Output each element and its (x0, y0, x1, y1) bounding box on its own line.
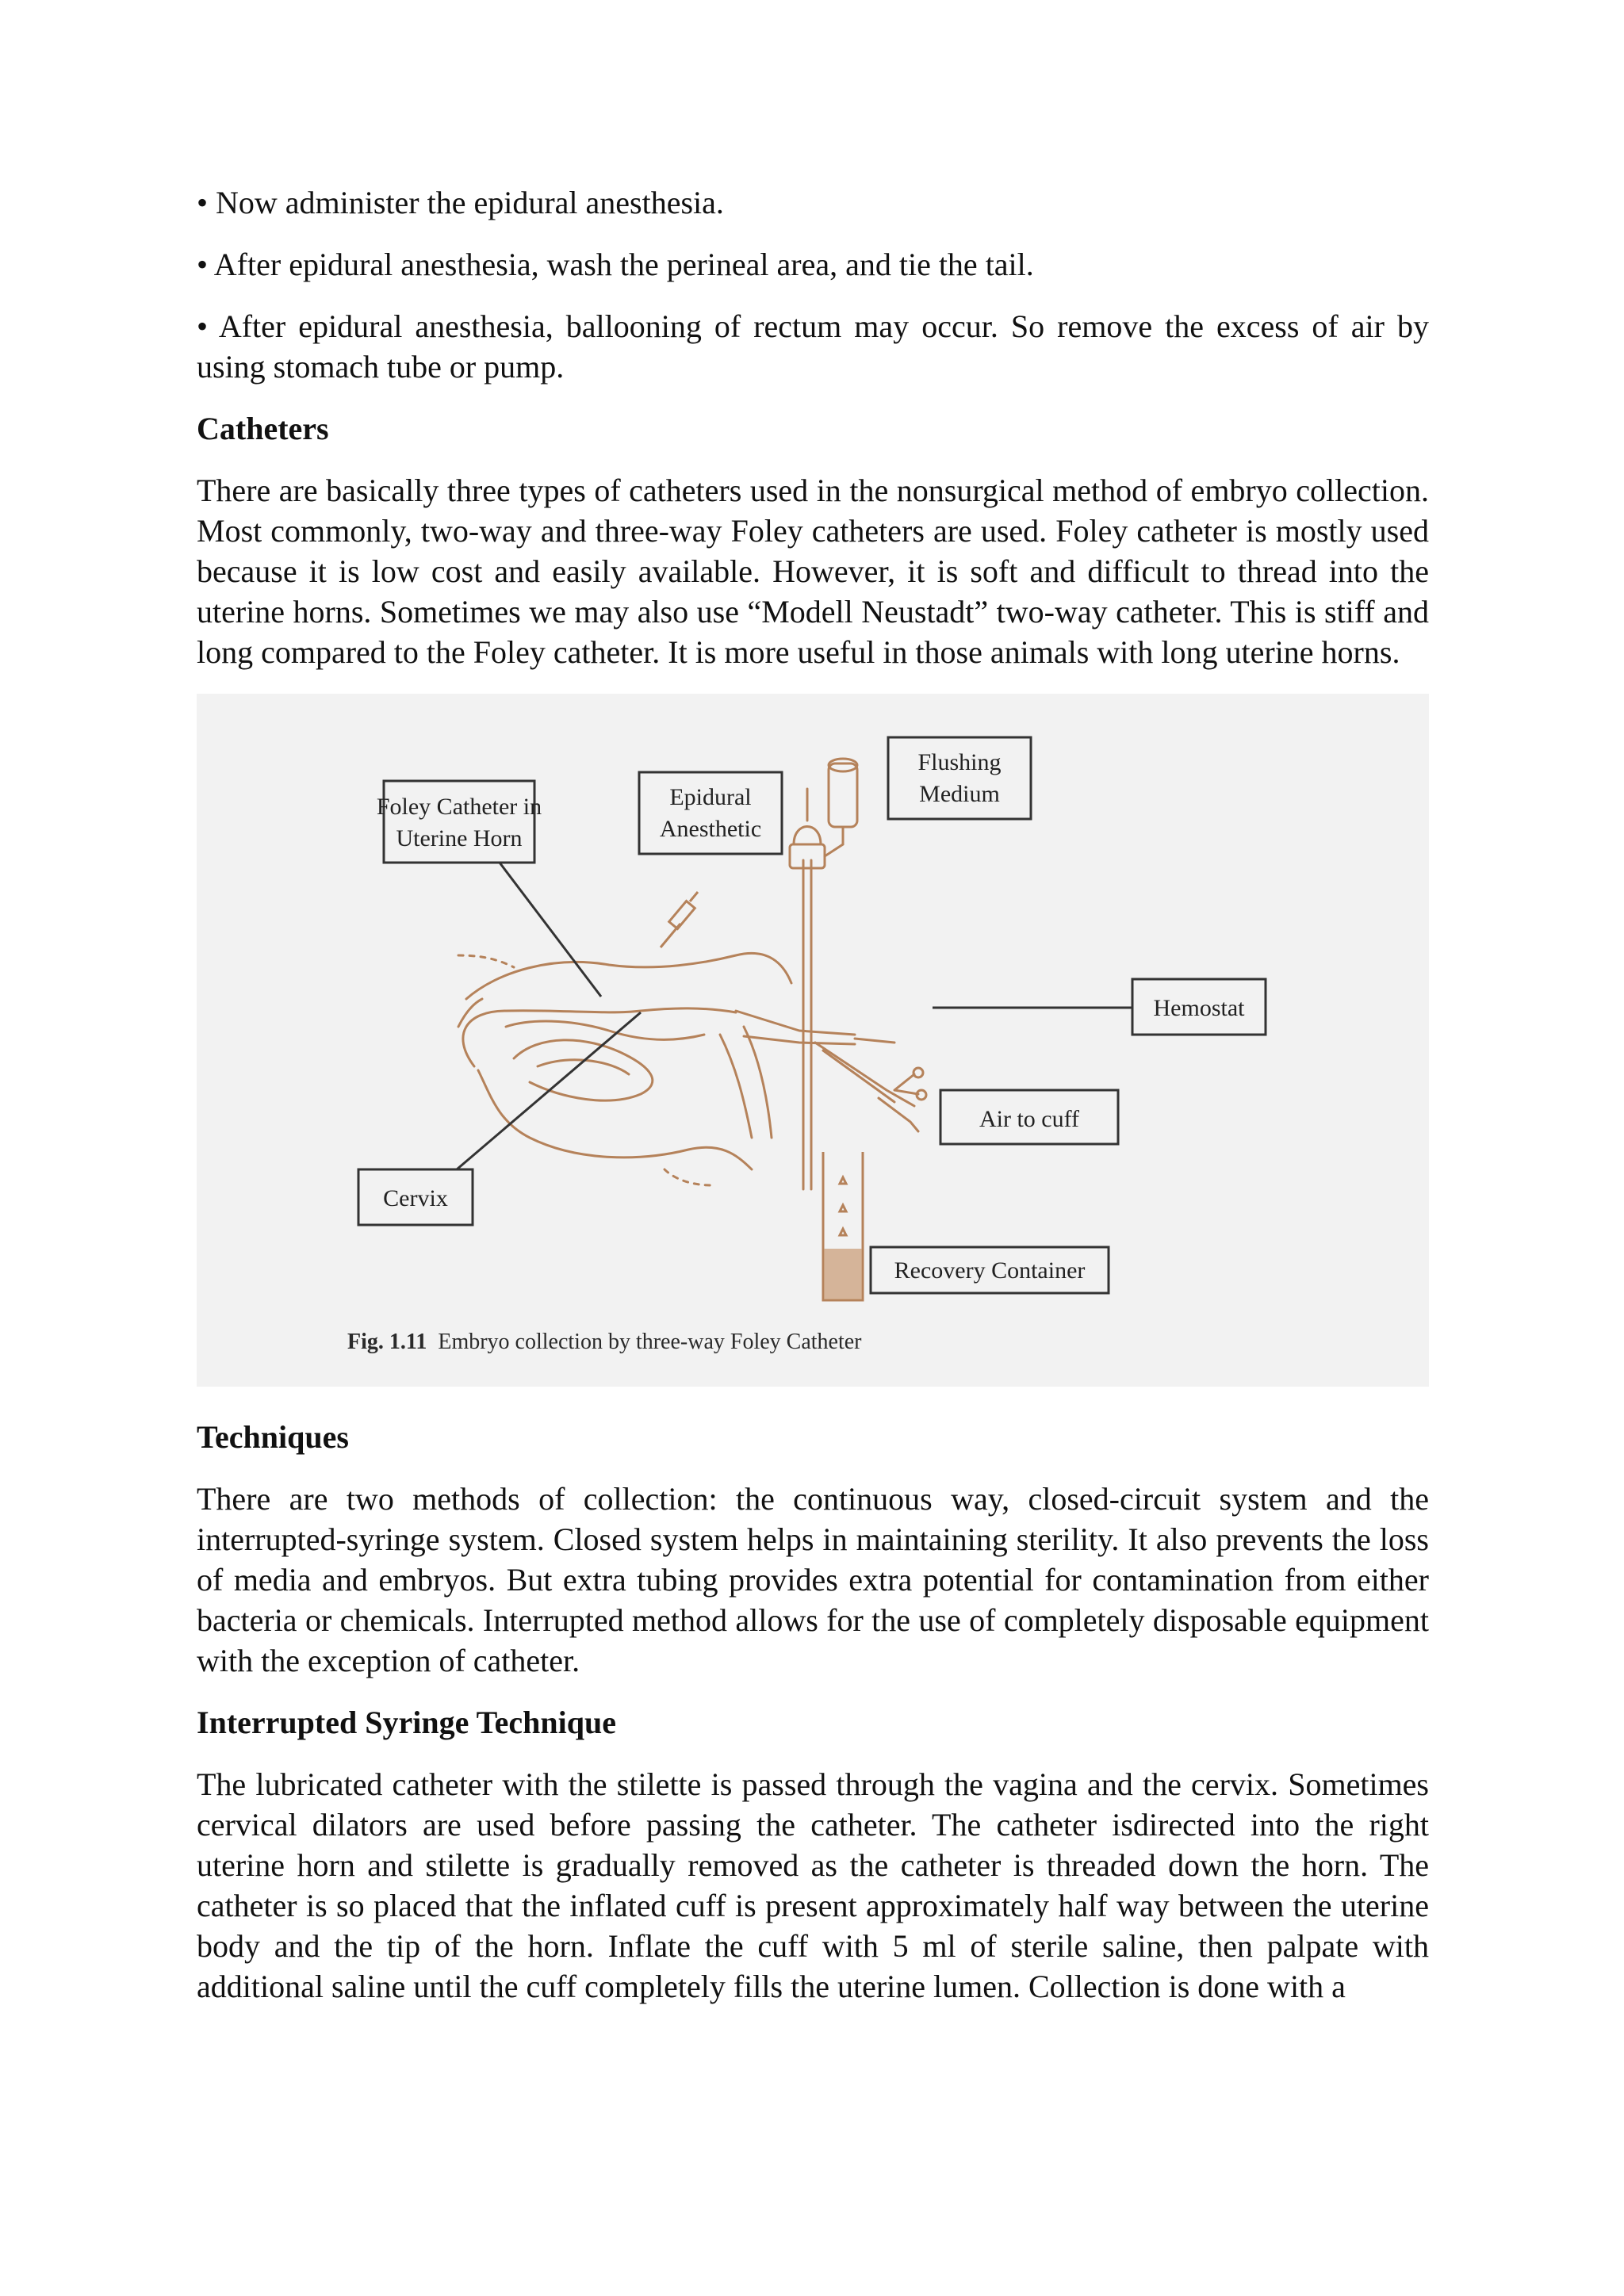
label-epidural-line1: Epidural (669, 784, 752, 810)
bullet-ballooning: • After epidural anesthesia, ballooning of rectum may occur. So remove the excess of air by using stomach tube or pump. (197, 308, 1429, 385)
label-foley-line2: Uterine Horn (396, 825, 523, 851)
label-recovery-container: Recovery Container (894, 1257, 1086, 1284)
label-flushing-line1: Flushing (917, 749, 1002, 775)
figure-caption (347, 1330, 862, 1355)
interrupted-syringe-heading: Interrupted Syringe Technique (197, 1705, 616, 1740)
techniques-heading: Techniques (197, 1419, 349, 1455)
catheters-heading: Catheters (197, 411, 329, 446)
document-page (197, 182, 1429, 2028)
label-air-to-cuff: Air to cuff (979, 1106, 1080, 1132)
techniques-paragraph: There are two methods of collection: the continuous way, closed-circuit system and the interrupted-syringe system. Closed system helps in maintaining sterility. It also prevents the loss of media and embryos. But extra tubing provides extra potential for contamination from either bacteria or chemicals. Interrupted method allows for the use of completely disposable equipment with the exception of catheter. (197, 1481, 1429, 1678)
bullet-epidural: • Now administer the epidural anesthesia. (197, 185, 724, 220)
figure-caption-label: Fig. 1.11 (347, 1330, 427, 1354)
figure-caption-text: Embryo collection by three-way Foley Catheter (438, 1330, 862, 1354)
figure-embryo-collection (197, 694, 1429, 1387)
catheter-tubing (790, 759, 926, 1189)
uterus-drawing (458, 953, 855, 1185)
recovery-container-drawing (823, 1152, 863, 1300)
figure-diagram (197, 694, 1429, 1387)
epidural-syringe (661, 892, 698, 947)
bullet-wash-perineal: • After epidural anesthesia, wash the perineal area, and tie the tail. (197, 247, 1034, 282)
label-hemostat: Hemostat (1153, 995, 1245, 1021)
label-foley-line1: Foley Catheter in (376, 794, 542, 820)
catheters-paragraph: There are basically three types of catheters used in the nonsurgical method of embryo collection. Most commonly, two-way and three-way Foley catheters are used. Foley catheter is mostly used because it is low cost and easily available. However, it is soft and difficult to thread into the uterine horns. Sometimes we may also use “Modell Neustadt” two-way catheter. This is stiff and long compared to the Foley catheter. It is more useful in those animals with long uterine horns. (197, 473, 1429, 670)
label-flushing-line2: Medium (919, 781, 1000, 807)
interrupted-syringe-paragraph: The lubricated catheter with the stilette is passed through the vagina and the cervix. Sometimes cervical dilators are used before passing the catheter. The catheter isdirected into the right uterine horn and stilette is gradually removed as the catheter is threaded down the horn. The catheter is so placed that the inflated cuff is present approximately half way between the uterine body and the tip of the horn. Inflate the cuff with 5 ml of sterile saline, then palpate with additional saline until the cuff completely fills the uterine lumen. Collection is done with a (197, 1766, 1429, 2004)
label-epidural-line2: Anesthetic (659, 816, 762, 842)
label-cervix: Cervix (383, 1185, 448, 1211)
